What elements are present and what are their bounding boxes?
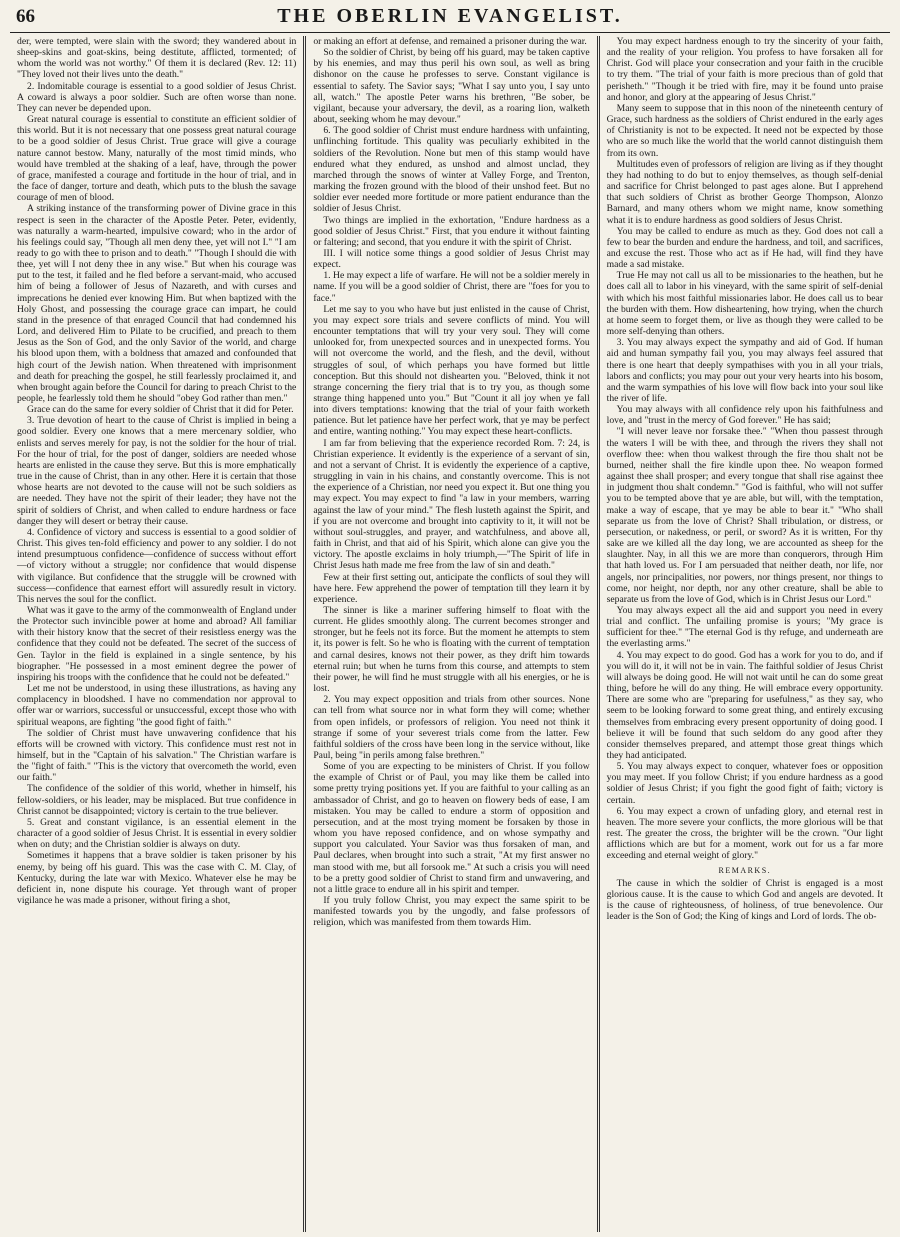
paragraph: What was it gave to the army of the commonwealth of England under the Protector such invincible power at home and abroad? All familiar with their history know that the secret of their resistless energy was the confidence that they could not be defeated. The secret of the success of Gen. Taylor in the field is explained in a single sentence, by his biographer. "He possessed in a most eminent degree the power of inspiring his troops with the confidence that he could not be defeated."	[17, 604, 297, 683]
paragraph: III. I will notice some things a good soldier of Jesus Christ may expect.	[313, 247, 590, 271]
paragraph: Let me not be understood, in using these illustrations, as having any complacency in bloodshed. I have no commendation nor approval to offer war or warriors, successful or unsuccessful, except those who with spiritual weapons, are fighting "the good fight of faith."	[17, 683, 297, 728]
column-3	[597, 36, 890, 1232]
page-number: 66	[16, 6, 35, 27]
paragraph: 6. You may expect a crown of unfading glory, and eternal rest in heaven. The more severe your conflicts, the more glorious will be that rest. The greater the cross, the brighter will be the crown. "Our light afflictions which are but for a moment, work out for us a far more exceeding and eternal weight of glory."	[606, 805, 883, 862]
paragraph: der, were tempted, were slain with the sword; they wandered about in sheep-skins and goat-skins, being destitute, afflicted, tormented; of whom the world was not worthy." Of them it is declared (Rev. 12: 11) "They loved not their lives unto the death."	[17, 36, 297, 81]
journal-title: THE OBERLIN EVANGELIST.	[277, 4, 623, 27]
paragraph: or making an effort at defense, and remained a prisoner during the war.	[313, 36, 587, 47]
paragraph: A striking instance of the transforming power of Divine grace in this respect is seen in the character of the Apostle Peter. Peter, evidently, was naturally a warm-hearted, impulsive coward; who in the ardor of his feelings could say, "Though all men deny thee, yet will not I." "I am ready to go with thee to prison and to death." "Though I should die with thee, yet will I not deny thee in any wise." But when his courage was put to the test, it failed and he fled before a servant-maid, who accused him of being a follower of Jesus of Nazareth, and with curses and imprecations he denied ever knowing Him. But when baptized with the Holy Ghost, and possessing the courage grace can impart, he could stand in the presence of that enraged Council that had condemned his Lord, and delivered Him to Pilate to be crucified, and preach to them Jesus as the Son of God, and the only Savior of the world, and charge his blood upon them, with a boldness that amazed and confounded that high court of the Jewish nation. When threatened with imprisonment and death for preaching the gospel, he still fearlessly proclaimed it, and when brought again before the Council for daring to preach Christ to the people, he fearlessly told them he should "obey God rather than men."	[17, 203, 297, 404]
paragraph: Great natural courage is essential to constitute an efficient soldier of this world. But it is not necessary that one possess great natural courage to be a good soldier of Jesus Christ. True grace will give a courage nature cannot bestow. Many, naturally of the most timid minds, who would have trembled at the shaking of a leaf, have, through the power of grace, manifested a courage and fortitude in the hour of trial, and in the face of danger, torture and death, which puts to the blush the savage courage of men of blood.	[17, 114, 297, 204]
paragraph: The soldier of Christ must have unwavering confidence that his efforts will be crowned with victory. This confidence must rest not in himself, but in the "Captain of his salvation." The Christian warfare is the "fight of faith." "This is the victory that overcometh the world, even our faith."	[17, 727, 297, 784]
column-1	[10, 36, 303, 1232]
paragraph: Few at their first setting out, anticipate the conflicts of soul they will have here. Few apprehend the power of temptation till they learn it by experience.	[313, 571, 590, 605]
paragraph: 4. You may expect to do good. God has a work for you to do, and if you will do it, it will not be in vain. The faithful soldier of Jesus Christ will always be doing good. He will not wait until he can do some great thing, before he will do any thing. He will embrace every opportunity. There are some who are "preparing for usefulness," as they say, who seem to be looking forward to some great thing, and entirely excusing themselves from embracing every present opportunity of doing good. I believe it will be found that such seldom do any good after they consider themselves prepared, and attempt those great things which they had anticipated.	[606, 649, 883, 761]
paragraph: Sometimes it happens that a brave soldier is taken prisoner by his enemy, by being off his guard. This was the case with C. M. Clay, of Kentucky, during the late war with Mexico. Whatever else he may be deficient in, none dispute his courage. Yet through want of proper vigilance he was made a prisoner, without firing a shot,	[17, 850, 297, 907]
paragraph: So the soldier of Christ, by being off his guard, may be taken captive by his enemies, and may thus peril his own soul, as well as bring dishonor on the cause he professes to serve. Constant vigilance is essential to safety. The Savior says; "What I say unto you, I say unto all, watch." The apostle Peter warns his brethren, "Be sober, be vigilant, because your adversary, the devil, as a roaring lion, walketh about, seeking whom he may devour."	[313, 47, 590, 126]
paragraph: You may always expect all the aid and support you need in every trial and conflict. The unfailing promise is yours; "My grace is sufficient for thee." "The eternal God is thy refuge, and underneath are the everlasting arms."	[606, 604, 883, 650]
paragraph: 3. You may always expect the sympathy and aid of God. If human aid and human sympathy fail you, you may always feel assured that there is one heart that deeply sympathises with you in all your trials, labors and conflicts; you may pour out your very hearts into his bosom, and the warm sympathies of his love will flow back into your soul like the river of life.	[606, 337, 883, 404]
paragraph: 5. You may always expect to conquer, whatever foes or opposition you may meet. If you follow Christ; if you endure hardness as a good soldier of Jesus Christ; if you fight the good fight of faith; victory is certain.	[606, 761, 883, 806]
paragraph: "I will never leave nor forsake thee." "When thou passest through the waters I will be with thee, and through the rivers they shall not overflow thee: when thou walkest through the fire thou shalt not be burned, neither shall the fire kindle upon thee. No weapon formed against thee shall prosper; and every tongue that shall rise against thee in judgment thou shalt condemn." "God is faithful, who will not suffer you to be tempted above that ye are able, but will, with the temptation, make a way of escape, that ye may be able to bear it." "Who shall separate us from the love of Christ? Shall tribulation, or distress, or persecution, or nakedness, or peril, or sword? As it is written, For thy sake are we killed all the day long, we are accounted as sheep for the slaughter. Nay, in all this we are more than conquerors, through Him that hath loved us. For I am persuaded that neither death, nor life, nor angels, nor principalities, nor powers, nor things present, nor things to come, nor height, nor depth, nor any other creature, shall be able to separate us from the love of God, which is in Christ Jesus our Lord."	[606, 426, 883, 605]
paragraph: 5. Great and constant vigilance, is an essential element in the character of a good soldier of Jesus Christ. It is essential in every soldier when on duty; and the Christian soldier is always on duty.	[17, 816, 297, 851]
paragraph: 2. Indomitable courage is essential to a good soldier of Jesus Christ. A coward is always a poor soldier. Such are often worse than none. They can never be depended upon.	[17, 80, 297, 114]
paragraph: The cause in which the soldier of Christ is engaged is a most glorious cause. It is the cause to which God and angels are devoted. It is the cause of righteousness, of holiness, of true benevolence. Our leader is the Son of God; the King of kings and Lord of lords. The ob-	[606, 877, 883, 923]
paragraph: You may be called to endure as much as they. God does not call a few to bear the burden and endure the hardness, and toil, and sacrifices, and excuse the rest. Those who act as if He had, will find they have made a sad mistake.	[606, 225, 883, 271]
paragraph: 3. True devotion of heart to the cause of Christ is implied in being a good soldier. Every one knows that a mere mercenary soldier, who enlists and serves merely for pay, is not the soldier for the hour of trial. For the hour of trial, for the post of danger, soldiers are needed whose hearts are enlisted in the cause they serve. But this is more emphatically true in the cause of Christ, than in any other. Here it is certain that those whose hearts are not devoted to the cause will not be such soldiers as are needed. They have not the spirit of their leader; they have not the spirit of soldiers of Christ, and when called to endure hardness or face danger they will desert or betray their cause.	[17, 415, 297, 527]
paragraph: The confidence of the soldier of this world, whether in himself, his fellow-soldiers, or his leader, may be misplaced. But true confidence in Christ cannot be disappointed; victory is certain to the true believer.	[17, 783, 297, 817]
paragraph: The sinner is like a mariner suffering himself to float with the current. He glides smoothly along. The current becomes stronger and stronger, but he feels not its force. But the moment he attempts to stem it, its power is felt. So he who is floating with the current of temptation and carnal desires, knows not their power, as they drift him towards eternal ruin; but when he turns from this course, and attempts to stem their power, he will find he must struggle with all his energies, or he is lost.	[313, 604, 590, 695]
masthead	[10, 0, 890, 33]
paragraph: 2. You may expect opposition and trials from other sources. None can tell from what source nor in what form they will come; whether from open infidels, or professors of religion. You need not think it strange if some of your severest trials come from the latter. Few faithful soldiers of the cross have been long in the service without, like Paul, being "in perils among false brethren."	[313, 694, 590, 761]
paragraph: 4. Confidence of victory and success is essential to a good soldier of Christ. This gives ten-fold efficiency and power to any soldier. I do not intend presumptuous confidence—confidence of success without effort—of victory without a struggle; nor confidence that would dispense with vigilance. But confidence that the struggle will be crowned with success—confidence that earnest effort will assuredly result in victory. This nerves the soul for the conflict.	[17, 526, 297, 605]
paragraph: I am far from believing that the experience recorded Rom. 7: 24, is Christian experience. It evidently is the experience of a servant of sin, and not a servant of Christ. It is evidently the experience of a captive, struggling in vain in his chains, and constantly overcome. This is not the experience of a Christian, nor need you expect it. But one thing you may expect. You may expect to find "a law in your members, warring against the law of your mind." The flesh lusteth against the Spirit, and if you are not overcome and brought into captivity to it, it will not be without soul-struggles, and prayer, and watchfulness, and above all, faith in Christ, and that aid of his Spirit, which alone can give you the victory. The apostle exclaims in holy triumph,—"The Spirit of life in Christ Jesus hath made me free from the law of sin and death."	[313, 437, 590, 572]
paragraph: Multitudes even of professors of religion are living as if they thought they had nothing to do but to enjoy themselves, as though self-denial and sacrifice for Christ belonged to past ages alone. But I apprehend that such soldiers of Christ as brother George Thompson, Alonzo Barnard, and many others whom we might name, know something what it is to endure hardness as good soldiers of Jesus Christ.	[606, 158, 883, 226]
paragraph: 6. The good soldier of Christ must endure hardness with unfainting, unflinching fortitude. This quality was peculiarly exhibited in the soldiers of the Revolution. None but men of this stamp would have endured what they endured, as unshod and almost unclad, they marched through the snows of winter at Valley Forge, and Trenton, marking the frozen ground with the blood of their unshod feet. But no soldier ever needed more fortitude or more patient endurance than the soldier of Jesus Christ.	[313, 125, 590, 215]
paragraph: 1. He may expect a life of warfare. He will not be a soldier merely in name. If you will be a good soldier of Christ, there are "foes for you to face."	[313, 270, 590, 304]
paragraph: Some of you are expecting to be ministers of Christ. If you follow the example of Christ or of Paul, you may like them be called into some pretty trying positions yet. If you are faithful to your calling as an ambassador of Christ, and go to heaven on flowery beds of ease, I am mistaken. You may be called to endure a storm of opposition and persecution, and at the most trying moment be forsaken by those in whom you have reposed confidence, and on whose sympathy and support you calculated. Your Savior was thus forsaken of man, and Paul declares, when brought into such a strait, "At my first answer no man stood with me, but all forsook me." At such a crisis you will need to be a pretty good soldier of Christ to stand firm and unwavering, and not a little grace to endure all in his spirit and temper.	[313, 761, 590, 895]
paragraph: Let me say to you who have but just enlisted in the cause of Christ, you may expect sore trials and severe conflicts of mind. You will encounter temptations that will try your very soul. They will come unlooked for, from unexpected sources and in unexpected forms. You will not overcome the world, and the flesh, and the devil, without struggles of soul, of which perhaps you have formed but little conception. But this should not dishearten you. "Beloved, think it not strange concerning the fiery trial that is to try you, as though some strange thing happened unto you." But "Count it all joy when ye fall into divers temptations: knowing that the trial of your faith worketh patience. But let patience have her perfect work, that ye may be perfect and entire, wanting nothing." You may expect these heart-conflicts.	[313, 303, 590, 438]
section-heading-remarks: REMARKS.	[718, 865, 772, 875]
article-columns	[10, 36, 890, 1232]
column-2	[303, 36, 596, 1232]
paragraph: You may expect hardness enough to try the sincerity of your faith, and the reality of your religion. You profess to have forsaken all for Christ. God will place your consecration and your faith in the crucible to try them. "The trial of your faith is more precious than of gold that perisheth." "Though it be tried with fire, may it be found unto praise and honor, and glory at the appearing of Jesus Christ."	[606, 36, 883, 103]
paragraph: If you truly follow Christ, you may expect the same spirit to be manifested towards you by the ungodly, and false professors of religion, which was manifested from them towards Him.	[313, 895, 590, 929]
paragraph: True He may not call us all to be missionaries to the heathen, but he does call all to labor in his vineyard, with the same spirit of self-denial with which his most faithful missionaries labor. He does call us to bear the burden with them. How disheartening, how trying, when the church at home seem to forget them, or live as though they were called to be more self-denying than others.	[606, 270, 883, 338]
paragraph: Grace can do the same for every soldier of Christ that it did for Peter.	[27, 404, 294, 416]
paragraph: You may always with all confidence rely upon his faithfulness and love, and "trust in the mercy of God forever." He has said;	[606, 404, 883, 427]
paragraph: Two things are implied in the exhortation, "Endure hardness as a good soldier of Jesus Christ." First, that you endure it without fainting or faltering; and second, that you endure it with the spirit of Christ.	[313, 214, 590, 248]
paragraph: Many seem to suppose that in this noon of the nineteenth century of Grace, such hardness as the soldiers of Christ endured in the early ages of Christianity is not to be expected. It need not be expected by those who are so much like the world that the world cannot distinguish them from its own.	[606, 102, 883, 159]
